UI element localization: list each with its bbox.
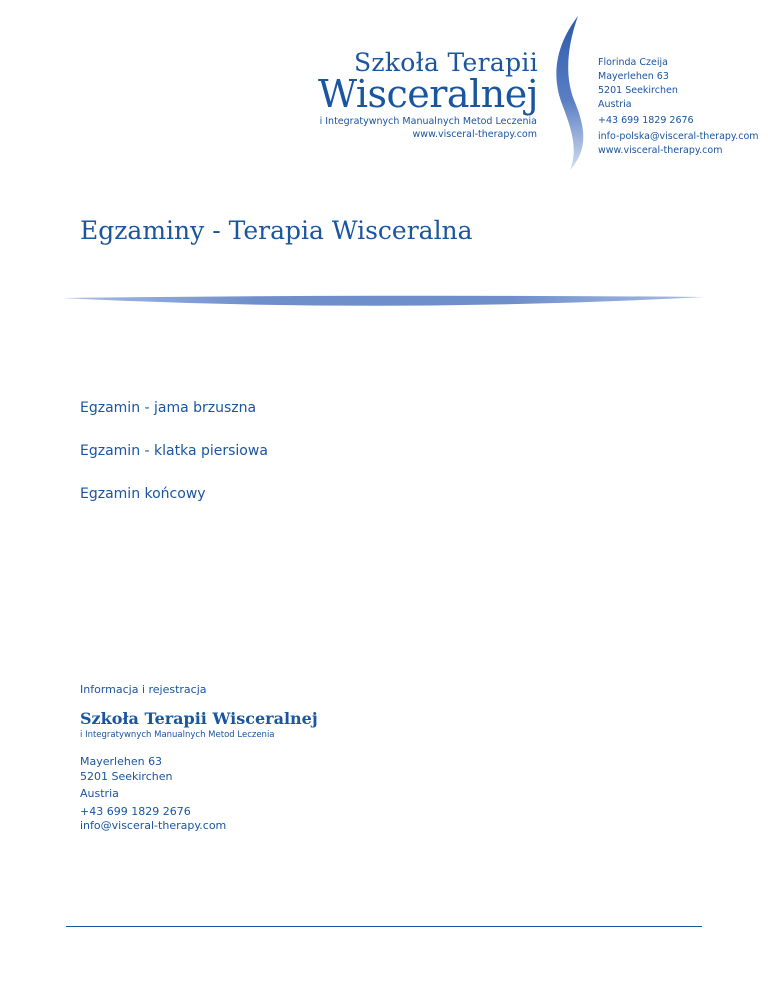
contact-email[interactable]: info-polska@visceral-therapy.com xyxy=(598,131,759,142)
exam-link-thorax[interactable]: Egzamin - klatka piersiowa xyxy=(80,443,268,459)
footer-street: Mayerlehen 63 xyxy=(80,755,163,768)
title-underline-bar xyxy=(60,292,706,310)
footer-country: Austria xyxy=(80,787,119,800)
page-title: Egzaminy - Terapia Wisceralna xyxy=(80,216,473,245)
info-registration-label: Informacja i rejestracja xyxy=(80,683,207,696)
exam-list xyxy=(80,400,268,529)
footer-address xyxy=(80,755,226,834)
contact-phone[interactable]: +43 699 1829 2676 xyxy=(598,115,694,126)
contact-block xyxy=(598,56,759,158)
contact-website[interactable]: www.visceral-therapy.com xyxy=(598,145,723,156)
footer-email[interactable]: info@visceral-therapy.com xyxy=(80,819,227,832)
exam-link-final[interactable]: Egzamin końcowy xyxy=(80,486,206,502)
logo-title-line1: Szkoła Terapii xyxy=(353,48,538,77)
contact-city: 5201 Seekirchen xyxy=(598,85,678,96)
contact-street: Mayerlehen 63 xyxy=(598,71,669,82)
contact-name: Florinda Czeija xyxy=(598,57,668,68)
footer-phone[interactable]: +43 699 1829 2676 xyxy=(80,804,191,818)
bottom-divider xyxy=(66,926,702,927)
logo-swoosh-icon xyxy=(548,12,594,172)
contact-country: Austria xyxy=(598,99,632,110)
logo-subtitle: i Integratywnych Manualnych Metod Leczenia xyxy=(319,116,537,127)
footer-school-subtitle: i Integratywnych Manualnych Metod Leczenia xyxy=(80,730,275,740)
footer-city: 5201 Seekirchen xyxy=(80,769,173,783)
logo-url[interactable]: www.visceral-therapy.com xyxy=(412,129,537,140)
footer-school-name: Szkoła Terapii Wisceralnej xyxy=(80,709,318,728)
logo-title-line2: Wisceralnej xyxy=(317,72,538,116)
exam-link-abdomen[interactable]: Egzamin - jama brzuszna xyxy=(80,400,257,416)
